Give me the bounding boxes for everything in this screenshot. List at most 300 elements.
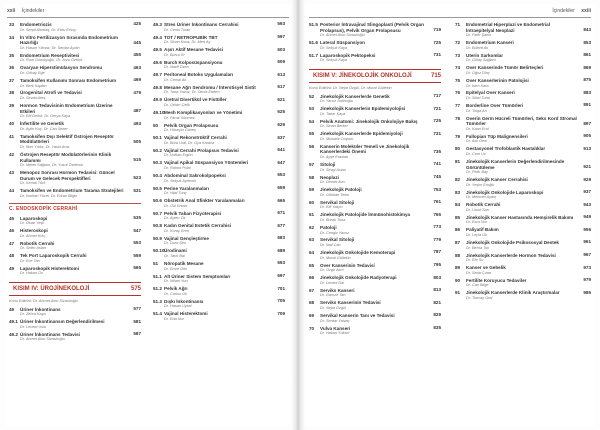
chapter-number: 50 — [153, 122, 159, 128]
page-number: 553 — [133, 240, 141, 246]
toc-entry[interactable] — [309, 200, 441, 210]
chapter-authors: Dr. Selçuk Kaya — [320, 45, 348, 50]
toc-entry[interactable] — [153, 311, 285, 321]
chapter-title: Robotik Cerrahi — [466, 202, 501, 208]
chapter-authors: Dr. Berna Tok — [466, 245, 490, 250]
toc-entry[interactable] — [153, 85, 285, 95]
toc-entry[interactable] — [455, 90, 591, 100]
page-number: 875 — [583, 77, 591, 83]
chapter-authors: Dr. Hakan Yüksel — [320, 331, 350, 336]
chapter-authors: Dr. Sinan Koca, Dr. Mert Ay — [164, 40, 211, 45]
chapter-number: 54 — [309, 118, 315, 124]
chapter-title: Jinekolojik Kanserlerde Hormon Tedavisi — [466, 252, 556, 258]
chapter-authors: Dr. Okan Yeşil — [20, 221, 45, 226]
chapter-title: Jinekolojik Kanserlerin Değerlendirilmesinde Görüntüleme — [466, 158, 565, 170]
chapter-title: Ovaryan Hiperstimülasyon Sendromu — [20, 65, 103, 71]
page-number: 463 — [133, 64, 141, 70]
chapter-title: Aşırı Aktif Mesane Tedavisi — [164, 47, 223, 53]
chapter-number: 40 — [9, 121, 15, 127]
page-number: 961 — [583, 239, 591, 245]
page-number: 717 — [433, 92, 441, 98]
chapter-authors: Dr. Levent Dal — [320, 280, 345, 285]
toc-entry[interactable] — [309, 53, 441, 63]
chapter-title: Jinekolojik Patoloji — [320, 187, 362, 193]
toc-entry[interactable] — [455, 53, 591, 63]
toc-entry[interactable] — [309, 119, 441, 129]
chapter-number: 78 — [455, 115, 461, 121]
chapter-number: 38 — [9, 90, 15, 96]
page-number: 735 — [433, 148, 441, 154]
page-number: 629 — [277, 122, 285, 128]
chapter-authors: Dr. Can Bilge — [466, 283, 489, 288]
chapter-title: Robotik Cerrahi — [20, 240, 55, 246]
page-number: 705 — [277, 298, 285, 304]
chapter-title: Jinekolojik Kanser Cerrahisi — [466, 177, 528, 183]
toc-entry[interactable] — [309, 187, 441, 197]
toc-entry[interactable] — [455, 190, 591, 200]
toc-entry[interactable] — [309, 300, 441, 310]
toc-entry[interactable] — [309, 162, 441, 172]
toc-entry[interactable] — [153, 160, 285, 170]
chapter-authors: Dr. Hakan Öz — [20, 271, 43, 276]
toc-entry[interactable] — [9, 103, 141, 119]
toc-entry[interactable] — [309, 326, 441, 336]
toc-entry[interactable] — [9, 152, 141, 168]
toc-entry[interactable] — [309, 94, 441, 104]
chapter-number: 57 — [309, 162, 315, 168]
chapter-number: 49.3 — [153, 22, 162, 27]
chapter-number: 39 — [9, 103, 15, 109]
chapter-title: Alt Üriner Sistem Semptomları — [164, 273, 231, 279]
toc-entry[interactable] — [309, 131, 441, 141]
page-number: 617 — [277, 84, 285, 90]
toc-entry[interactable] — [455, 278, 591, 288]
page-number: 603 — [277, 46, 285, 52]
toc-entry[interactable] — [153, 299, 285, 309]
chapter-number: 49 — [9, 265, 15, 271]
page-number: 929 — [583, 176, 591, 182]
part-title: KISIM V: JİNEKOLOJİK ONKOLOJİ — [313, 72, 412, 79]
page-number: 609 — [277, 59, 285, 65]
chapter-authors: Dr. Aylin Koç, Dr. Can Sezer — [20, 126, 68, 131]
page-number: 487 — [133, 108, 141, 114]
page-number: 671 — [277, 210, 285, 216]
chapter-authors: Dr. Umut Sarı — [466, 207, 490, 212]
chapter-number: 61 — [309, 212, 315, 218]
chapter-authors: Dr. Cemil Turan — [164, 27, 191, 32]
chapter-number: 68 — [309, 300, 315, 306]
chapter-number: 51.3 — [153, 298, 162, 304]
toc-entry[interactable] — [9, 319, 141, 329]
toc-entry[interactable] — [309, 250, 441, 260]
chapter-authors: Dr. Yavuz Salihoğlu — [320, 99, 353, 104]
page-number: 897 — [583, 120, 591, 126]
chapter-authors: Dr. Aslı Dem — [466, 139, 488, 144]
chapter-number: 49 — [9, 306, 15, 312]
page-number: 565 — [133, 265, 141, 271]
page-number: 869 — [583, 64, 591, 70]
chapter-title: Over Kanserinde Tümör Belirteçleri — [466, 65, 544, 71]
toc-entry[interactable] — [455, 215, 591, 225]
page-number: 637 — [277, 134, 285, 140]
page-number: 523 — [133, 175, 141, 181]
toc-entry[interactable] — [9, 22, 141, 32]
page-number: 853 — [583, 39, 591, 45]
chapter-authors: Dr. Volkan Ergün — [164, 153, 193, 158]
toc-entry[interactable] — [309, 40, 441, 50]
toc-entry[interactable] — [153, 186, 285, 196]
page-number: 905 — [583, 133, 591, 139]
chapter-number: 48 — [9, 253, 15, 259]
toc-entry[interactable] — [309, 225, 441, 235]
page-number: 709 — [277, 310, 285, 316]
chapter-authors: Dr. Gülay Sağlam — [466, 58, 496, 63]
toc-entry[interactable] — [153, 236, 285, 246]
chapter-title: Jinekolojik Onkolojide Kemoterapi — [320, 250, 396, 256]
toc-entry[interactable] — [309, 22, 441, 38]
page-number: 641 — [277, 147, 285, 153]
part-heading — [9, 282, 141, 296]
left-page — [5, 4, 291, 426]
page-number: 625 — [277, 109, 285, 115]
chapter-title: İnfertilite ve Genetik — [20, 121, 64, 127]
chapter-title: Epitelyal Over Kanseri — [466, 90, 515, 96]
toc-entry[interactable] — [309, 144, 441, 160]
chapter-title: Posterior İntravajinal Slingoplasti (Pelvik Organ Prolapsus), Pelvik Organ Prolapsusu — [320, 22, 424, 33]
toc-entry[interactable] — [455, 116, 591, 132]
toc-entry[interactable] — [9, 241, 141, 251]
chapter-title: Jinekolojik Onkolojide Radyoterapi — [320, 275, 397, 281]
toc-entry[interactable] — [153, 211, 285, 221]
chapter-authors: Dr. Rıza Gümüşoğlu, Dr. Arzu Öztürk — [20, 58, 83, 63]
right-column-2 — [455, 22, 591, 303]
toc-entry[interactable] — [153, 47, 285, 57]
toc-entry[interactable] — [153, 135, 285, 145]
chapter-authors: Dr. Fatih Şahin — [466, 33, 492, 38]
toc-entry[interactable] — [309, 175, 441, 185]
toc-entry[interactable] — [9, 65, 141, 75]
page-number: 773 — [433, 224, 441, 230]
chapter-number: 91 — [455, 290, 461, 296]
page-number: 577 — [133, 306, 141, 312]
toc-entry[interactable] — [309, 263, 441, 273]
chapter-title: Kanser ve Gebelik — [466, 265, 506, 271]
chapter-title: Pelvik Ağrı — [164, 286, 188, 292]
chapter-number: 73 — [455, 52, 461, 58]
toc-entry[interactable] — [153, 173, 285, 183]
chapter-number: 49.8 — [153, 84, 162, 90]
chapter-number: 36 — [9, 65, 15, 71]
part-editor: Konu Editörü: Dr. Nejat Özgül, Dr. Murat Gültekin — [309, 85, 392, 90]
chapter-title: Patoloji — [320, 224, 337, 230]
chapter-number: 50.8 — [153, 223, 162, 229]
chapter-title: Obstetrik Anal Sfinkter Yaralanmaları — [164, 198, 245, 204]
chapter-authors: Dr. Cemal Ak — [164, 77, 187, 82]
chapter-authors: Dr. Burak Tuna — [320, 217, 346, 222]
toc-entry[interactable] — [9, 332, 141, 342]
toc-entry[interactable] — [455, 65, 591, 75]
left-column-1 — [9, 22, 141, 344]
toc-entry[interactable] — [455, 240, 591, 250]
toc-entry[interactable] — [455, 253, 591, 263]
right-column-1 — [309, 22, 441, 338]
chapter-authors: Dr. Sevgi Aslan — [320, 167, 346, 172]
chapter-number: 50.5 — [153, 185, 162, 191]
chapter-number: 70 — [309, 325, 315, 331]
toc-entry[interactable] — [455, 227, 591, 237]
chapter-number: 69 — [309, 312, 315, 318]
chapter-title: Pelvik Taban Fizyoterapisi — [164, 210, 222, 216]
chapter-authors: Dr. Nurhan Yücel, Dr. Erkan Bilgin — [20, 193, 78, 198]
chapter-number: 81 — [455, 158, 461, 164]
toc-entry[interactable] — [9, 228, 141, 238]
toc-entry[interactable] — [309, 275, 441, 285]
chapter-authors: Dr. Bora Ural, Dr. Oya Karaca — [164, 140, 215, 145]
chapter-number: 41 — [9, 133, 15, 139]
toc-entry[interactable] — [309, 212, 441, 222]
part-editor: Konu Editörü: Dr. Ahmet Akın Sivaslıoğlu — [9, 299, 78, 304]
chapter-title: Mesane Ağrı Sendromu / İnterstisyel Sistit — [164, 84, 256, 90]
chapter-title: Dışkı İnkontinansı — [164, 298, 204, 304]
chapter-title: Kadın Genital Estetik Cerrahisi — [164, 223, 232, 229]
toc-entry[interactable] — [153, 261, 285, 271]
left-header-rule — [7, 17, 289, 18]
chapter-title: Laparoskopi — [20, 215, 48, 221]
chapter-number: 49.2 — [9, 331, 18, 337]
toc-entry[interactable] — [455, 290, 591, 300]
chapter-authors: Dr. Ahmet Akın Sivaslıoğlu — [20, 337, 65, 342]
chapter-title: Jinekolojik Kanser Hastasında Hemşirelik Bakımı — [466, 214, 574, 220]
chapter-title: Tek Port Laparoskopik Cerrahi — [20, 253, 87, 259]
page-number: 741 — [433, 161, 441, 167]
chapter-authors: Dr. Hasan Uysal — [164, 304, 192, 309]
chapter-number: 47 — [9, 240, 15, 246]
toc-entry[interactable] — [153, 60, 285, 70]
chapter-authors: Dr. Ahmet Akın Sivaslıoğlu — [320, 33, 365, 38]
chapter-number: 55 — [309, 131, 315, 137]
chapter-authors: Dr. Nazif Özen — [164, 65, 189, 70]
chapter-authors: Dr. Sinan Berker — [320, 124, 348, 129]
chapter-title: Endometriozis — [20, 22, 52, 27]
toc-entry[interactable] — [153, 72, 285, 82]
page-number: 659 — [277, 184, 285, 190]
toc-entry[interactable] — [455, 40, 591, 50]
left-page-header — [7, 8, 44, 14]
chapter-number: 88 — [455, 252, 461, 258]
chapter-title: Over Kanserinin Tedavisi — [320, 262, 375, 268]
toc-entry[interactable] — [455, 78, 591, 88]
toc-entry[interactable] — [309, 106, 441, 116]
toc-entry[interactable] — [153, 248, 285, 258]
chapter-authors: Dr. Cansu Ok — [164, 291, 187, 296]
chapter-number: 43 — [9, 170, 15, 176]
page-number: 479 — [133, 89, 141, 95]
right-page — [305, 4, 595, 426]
toc-entry[interactable] — [9, 307, 141, 317]
toc-entry[interactable] — [9, 121, 141, 131]
chapter-title: Histeroskopi — [20, 228, 48, 234]
toc-entry[interactable] — [153, 97, 285, 107]
page-number: 689 — [277, 247, 285, 253]
chapter-authors: Dr. Duru Şen — [164, 241, 187, 246]
left-column-2 — [153, 22, 285, 324]
page-number: 943 — [583, 201, 591, 207]
chapter-title: Üretral Divertikül ve Fistüller — [164, 97, 227, 103]
chapter-number: 49.10 — [153, 110, 165, 116]
chapter-authors: Dr. Oğuz Dinç — [466, 70, 490, 75]
toc-entry[interactable] — [455, 159, 591, 175]
toc-entry[interactable] — [153, 286, 285, 296]
chapter-authors: Dr. İlker Yıldız, Dr. Yasin Aras — [20, 145, 70, 149]
page-number: 445 — [133, 39, 141, 45]
chapter-title: Vajinal Rekonstrüktif Cerrahi — [164, 135, 227, 141]
toc-entry[interactable] — [455, 265, 591, 275]
chapter-authors: Dr. Ayten Öz — [164, 216, 186, 221]
chapter-authors: Dr. Bülent Ak — [466, 45, 489, 50]
page-number: 719 — [433, 27, 441, 32]
chapter-authors: Dr. Eda Nur — [164, 316, 184, 321]
chapter-number: 46 — [9, 228, 15, 234]
chapter-authors: Dr. Sibel Tuna — [466, 96, 490, 101]
toc-entry[interactable] — [153, 35, 285, 45]
toc-entry[interactable] — [309, 237, 441, 247]
chapter-title: Fertilite Koruyucu Tedaviler — [466, 277, 527, 283]
section-heading: C. ENDOSKOPİK CERRAHİ — [9, 203, 141, 212]
chapter-authors: Dr. Tuncay Oral — [466, 295, 493, 300]
page-number: 843 — [583, 27, 591, 32]
chapter-number: 50.1 — [153, 135, 162, 141]
part-page-number: 715 — [430, 72, 441, 79]
chapter-authors: Dr. Yeşim Eroğlu — [466, 182, 495, 187]
chapter-number: 49.1 — [9, 319, 18, 325]
chapter-authors: Dr. Özge Akın — [320, 268, 344, 273]
toc-entry[interactable] — [455, 22, 591, 38]
chapter-title: Endometrium Kanseri — [466, 40, 514, 46]
chapter-authors: Dr. Selim Aslan — [20, 246, 46, 251]
toc-entry[interactable] — [153, 123, 285, 133]
toc-entry[interactable] — [9, 216, 141, 226]
page-number: 725 — [433, 118, 441, 124]
toc-entry[interactable] — [309, 288, 441, 298]
toc-entry[interactable] — [153, 110, 285, 120]
page-number: 883 — [583, 89, 591, 95]
chapter-title: Ürodinami — [164, 248, 187, 254]
chapter-title: Ürogenital Atrofi ve Tedavisi — [20, 90, 82, 96]
chapter-authors: Dr. Kaan Erol — [466, 126, 489, 131]
chapter-number: 84 — [455, 202, 461, 208]
chapter-authors: Dr. Nejat Özgül — [320, 305, 346, 310]
chapter-title: Servikal Sitoloji — [320, 199, 355, 205]
chapter-authors: Dr. Tarık Bal — [164, 254, 185, 258]
page-number: 653 — [277, 172, 285, 178]
toc-entry[interactable] — [455, 146, 591, 156]
chapter-title: Lateral Süspansiyon — [320, 40, 365, 46]
chapter-number: 51 — [153, 260, 159, 266]
page-number: 745 — [433, 174, 441, 179]
chapter-title: Vajinal Histerektomi — [164, 311, 208, 317]
chapter-title: Vajinal Apikal Süspansiyon Yöntemleri — [164, 160, 249, 166]
toc-entry[interactable] — [309, 313, 441, 323]
chapter-title: Üriner İnkontinans Tedavisi — [20, 331, 80, 337]
toc-entry[interactable] — [153, 198, 285, 208]
chapter-number: 64 — [309, 250, 315, 256]
page-number: 701 — [277, 285, 285, 291]
chapter-authors: Dr. Rahmi Polat — [164, 165, 191, 170]
chapter-authors: Dr. Nail Can — [320, 243, 341, 248]
toc-entry[interactable] — [9, 188, 141, 198]
chapter-number: 85 — [455, 214, 461, 220]
toc-entry[interactable] — [9, 35, 141, 51]
chapter-number: 77 — [455, 103, 461, 109]
chapter-title: Jinekolojik Onkolojide Psikososyal Destek — [466, 240, 559, 246]
chapter-authors: Dr. Murat Gültekin — [320, 255, 351, 260]
toc-entry[interactable] — [9, 53, 141, 63]
chapter-authors: Dr. Tolga Arı — [466, 108, 487, 113]
toc-entry[interactable] — [9, 170, 141, 186]
toc-entry[interactable] — [455, 134, 591, 144]
page-number: 455 — [133, 52, 141, 58]
left-page-header-title: İçindekiler — [21, 8, 45, 14]
chapter-title: Gestasyonel Trofoblastik Hastalıklar — [466, 146, 546, 152]
toc-entry[interactable] — [153, 148, 285, 158]
page-number: 731 — [433, 130, 441, 136]
chapter-authors: Dr. Gökay Ege — [20, 70, 45, 75]
chapter-authors: Dr. Faruk Sönmez — [164, 115, 195, 120]
chapter-number: 50.6 — [153, 198, 162, 204]
chapter-number: 83 — [455, 189, 461, 195]
toc-entry[interactable] — [9, 90, 141, 100]
chapter-authors: Dr. Cengiz Yavuz — [320, 230, 350, 235]
toc-entry[interactable] — [455, 177, 591, 187]
page-number: 505 — [133, 138, 141, 144]
chapter-number: 75 — [455, 77, 461, 83]
chapter-title: Jinekolojik Kanserlerin Epidemiyolojisi — [320, 106, 406, 112]
toc-entry[interactable] — [153, 223, 285, 233]
chapter-authors: Dr. Burcu Er — [164, 52, 185, 57]
left-page-number: xxii — [7, 8, 16, 14]
page-number: 697 — [277, 272, 285, 278]
chapter-authors: Dr. Ayşe Eraslan — [320, 155, 349, 160]
page-number: 531 — [133, 187, 141, 193]
chapter-number: 66 — [309, 275, 315, 281]
chapter-title: İn Vitro Fertilizasyon Sırasında Endometrium Hazırlığı — [20, 34, 118, 46]
chapter-title: Vajinal Cerrahi Prolapsus Tedavisi — [164, 147, 239, 153]
chapter-number: 33 — [9, 22, 15, 27]
chapter-number: 49.4 — [153, 34, 162, 40]
chapter-number: 56 — [309, 143, 315, 149]
chapter-number: 90 — [455, 277, 461, 283]
toc-entry[interactable] — [455, 103, 591, 113]
toc-entry[interactable] — [9, 78, 141, 88]
toc-entry[interactable] — [153, 274, 285, 284]
page-number: 787 — [433, 249, 441, 255]
chapter-title: Vulva Kanseri — [320, 325, 351, 331]
page-number: 587 — [133, 331, 141, 337]
toc-entry[interactable] — [9, 134, 141, 150]
toc-entry[interactable] — [153, 22, 285, 32]
chapter-number: 51.4 — [153, 311, 162, 317]
toc-entry[interactable] — [9, 253, 141, 263]
chapter-title: Jinekolojik Kanserlerde Klinik Araştırmalar — [466, 290, 560, 296]
page-number: 621 — [277, 96, 285, 102]
page-number: 683 — [277, 235, 285, 241]
toc-entry[interactable] — [9, 266, 141, 276]
chapter-number: 53 — [309, 106, 315, 112]
toc-entry[interactable] — [455, 202, 591, 212]
chapter-authors: Dr. Selçuk Kaya — [320, 58, 348, 63]
chapter-title: Jinekolojik Patolojide İmmünohistokimya — [320, 212, 411, 218]
chapter-number: 50.7 — [153, 210, 162, 216]
